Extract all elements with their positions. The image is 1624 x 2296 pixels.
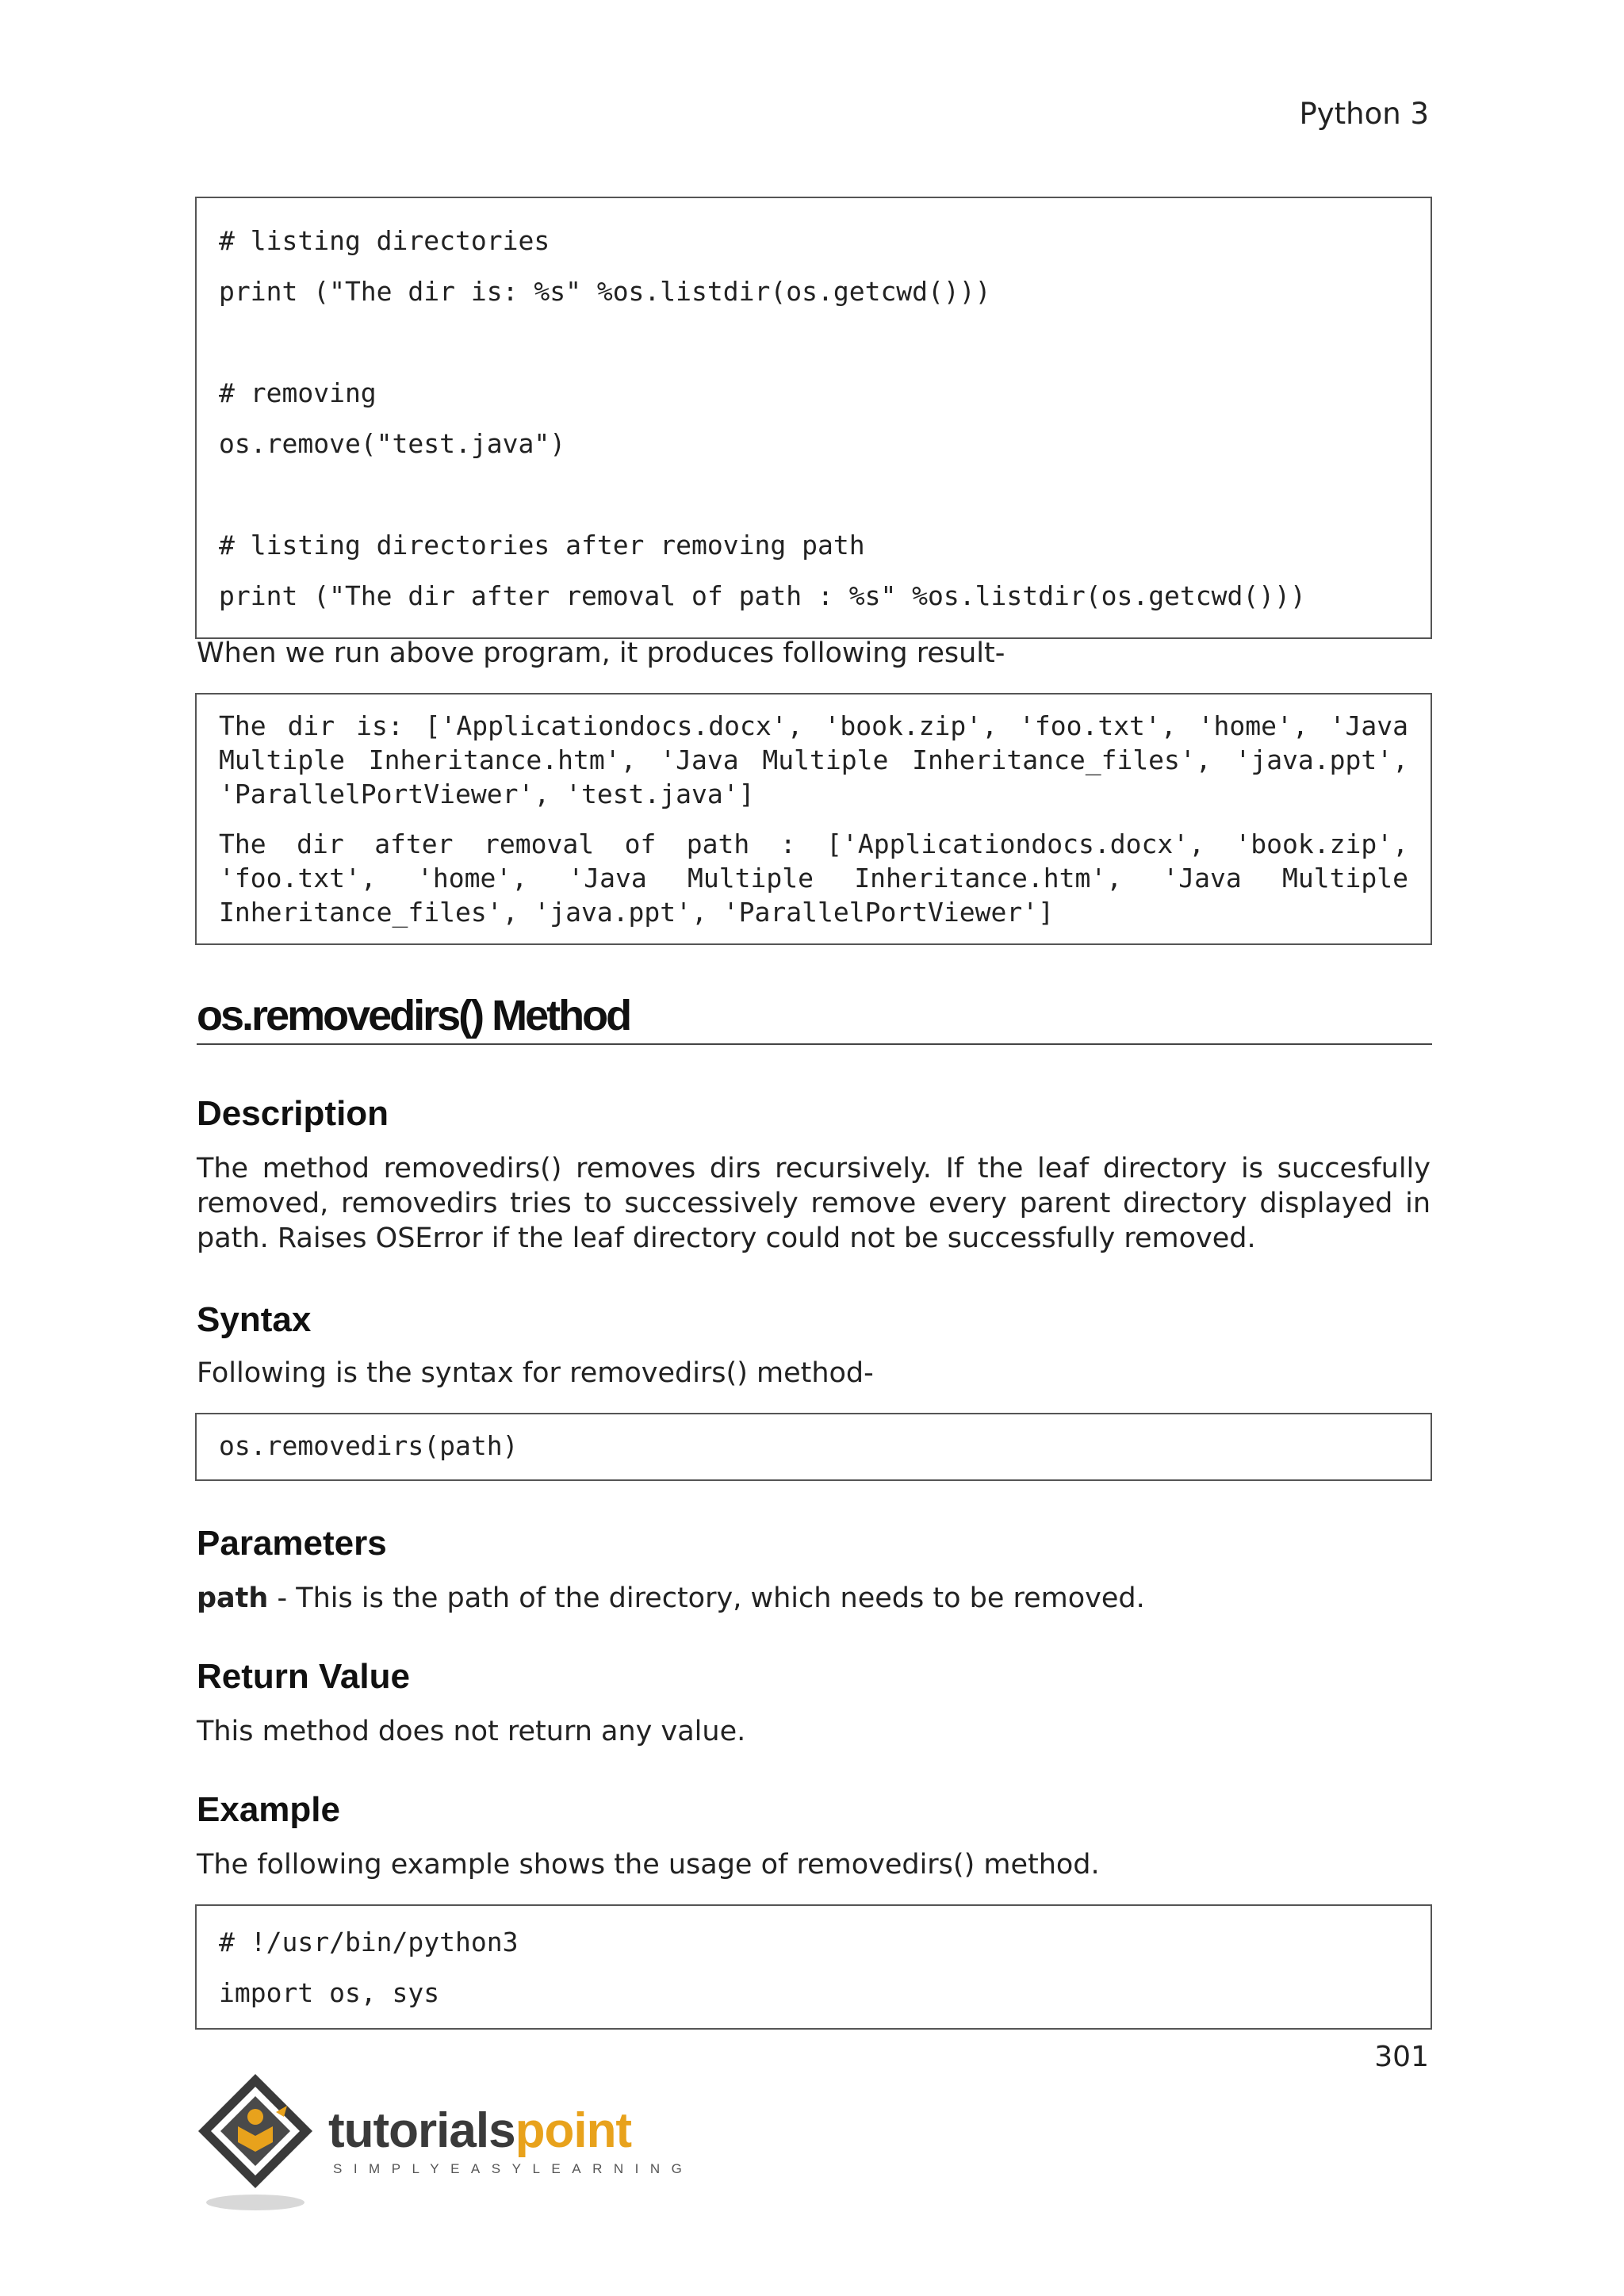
running-header: Python 3	[1299, 97, 1429, 131]
return-value-heading: Return Value	[197, 1657, 410, 1696]
code-line: # listing directories after removing path	[219, 530, 865, 561]
example-intro-text: The following example shows the usage of removedirs() method.	[197, 1849, 1100, 1881]
example-code-block	[195, 1904, 1432, 2030]
code-line: # !/usr/bin/python3	[219, 1927, 519, 1957]
logo-word-tutorials: tutorials	[328, 2103, 515, 2158]
page-number: 301	[1374, 2041, 1429, 2073]
return-value-text: This method does not return any value.	[197, 1716, 746, 1747]
parameter-name: path	[197, 1582, 269, 1614]
example-heading: Example	[197, 1790, 340, 1829]
logo-diamond-icon	[193, 2069, 328, 2212]
parameter-description: - This is the path of the directory, which needs to be removed.	[268, 1582, 1145, 1614]
tutorialspoint-logo	[193, 2069, 694, 2212]
output-block	[195, 693, 1432, 945]
syntax-heading: Syntax	[197, 1300, 312, 1339]
logo-tagline: SIMPLYEASYLEARNING	[333, 2161, 694, 2176]
code-line: import os, sys	[219, 1977, 440, 2008]
output-paragraph-1: The dir is: ['Applicationdocs.docx', 'book.zip', 'foo.txt', 'home', 'Java Multiple Inheritance.htm', 'Java Multiple Inheritance_files', 'java.ppt', 'ParallelPortViewer', 'test.java']	[219, 710, 1408, 809]
logo-word-point: point	[515, 2103, 632, 2158]
code-line: os.removedirs(path)	[219, 1430, 519, 1461]
section-title: os.removedirs() Method	[197, 991, 1432, 1045]
description-text: The method removedirs() removes dirs recursively. If the leaf directory is succesfully removed, removedirs tries to successively remove every parent directory displayed in path. Raises OSError if the leaf directory could not be successfully removed.	[197, 1153, 1431, 1254]
code-line: # listing directories	[219, 225, 550, 256]
code-line: os.remove("test.java")	[219, 428, 566, 459]
code-line: print ("The dir is: %s" %os.listdir(os.getcwd()))	[219, 276, 991, 307]
syntax-code-block	[195, 1413, 1432, 1481]
logo-wordmark	[328, 2103, 631, 2159]
code-line: print ("The dir after removal of path : %s" %os.listdir(os.getcwd()))	[219, 580, 1306, 611]
parameters-heading: Parameters	[197, 1524, 387, 1563]
syntax-intro-text: Following is the syntax for removedirs() method-	[197, 1357, 874, 1389]
code-blank-line	[219, 469, 1408, 520]
code-blank-line	[219, 317, 1408, 368]
output-paragraph-2: The dir after removal of path : ['Applicationdocs.docx', 'book.zip', 'foo.txt', 'home', 'Java Multiple Inheritance.htm', 'Java Multiple Inheritance_files', 'java.ppt', 'ParallelPortViewer']	[219, 828, 1408, 928]
parameter-item	[197, 1581, 1431, 1616]
result-intro-text: When we run above program, it produces following result-	[197, 637, 1005, 669]
description-heading: Description	[197, 1094, 389, 1133]
code-block-listing	[195, 197, 1432, 639]
code-line: # removing	[219, 377, 377, 408]
